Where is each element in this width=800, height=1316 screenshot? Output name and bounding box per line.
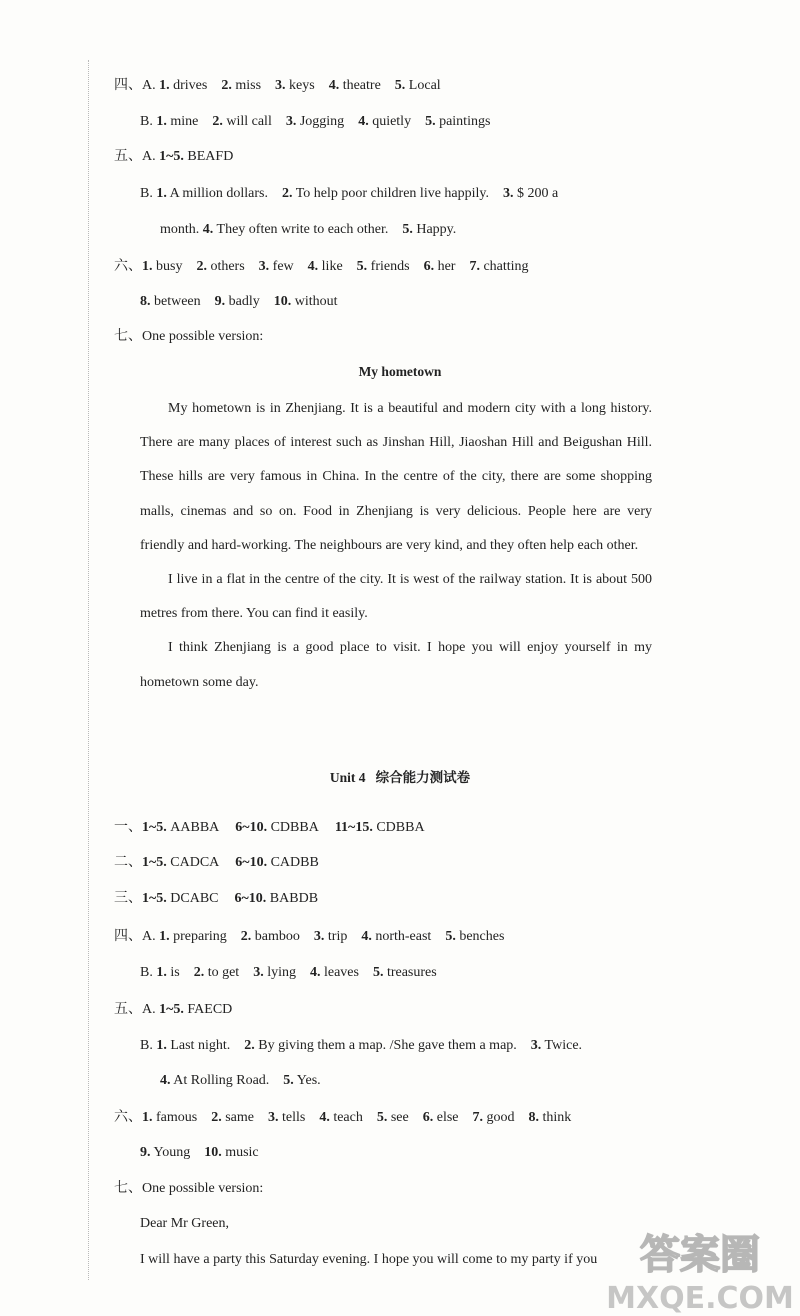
item-answer: without	[291, 294, 338, 309]
s2-q6-line-1: 六、1. famous 2. same 3. tells 4. teach 5. see 6. else 7. good 8. think	[114, 1110, 572, 1125]
item-number: 4.	[361, 929, 372, 944]
item-answer: paintings	[435, 114, 491, 129]
item-number: 6~10.	[235, 855, 268, 870]
item-answer: tells	[278, 1110, 306, 1125]
essay-paragraph: My hometown is in Zhenjiang. It is a beautiful and modern city with a long history. There are many places of interest such as Jinshan Hill, Jiaoshan Hill and Beigushan Hill. These hills are very famous in China. In the centre of the city, there are some shopping malls, cinemas and so on. Food in Zhenjiang is very delicious. People here are very friendly and hard-working. The neighbours are very kind, and they often help each other.	[140, 401, 652, 553]
item-answer: Last night.	[166, 1038, 231, 1053]
item-answer: CADBB	[267, 855, 319, 870]
item-number: 2.	[196, 259, 207, 274]
watermark-logo	[600, 1218, 800, 1316]
essay-paragraph: I live in a flat in the centre of the city. It is west of the railway station. It is about 500 metres from there. You can find it easily.	[140, 572, 652, 622]
item-answer: is	[166, 965, 180, 980]
item-number: 5.	[445, 929, 456, 944]
s2-q4-line-b: B. 1. is 2. to get 3. lying 4. leaves 5. treasures	[140, 965, 437, 980]
essay-title: My hometown	[358, 364, 442, 379]
item-answer: drives	[169, 78, 208, 93]
item-number: 1.	[159, 929, 170, 944]
item-number: 6~10.	[235, 820, 268, 835]
item-answer: will call	[222, 114, 272, 129]
item-number: 4.	[328, 78, 340, 93]
item-number: 1~5.	[142, 891, 167, 906]
item-answer: busy	[152, 259, 183, 274]
item-number: 2.	[212, 114, 223, 129]
item-answer: benches	[455, 929, 505, 944]
item-answer: Young	[150, 1145, 191, 1160]
item-number: 3.	[275, 78, 286, 93]
item-number: 2.	[193, 965, 205, 980]
item-number: 2.	[244, 1038, 255, 1053]
item-answer: think	[539, 1110, 572, 1125]
item-number: 3.	[503, 186, 514, 201]
item-number: 5.	[356, 259, 368, 274]
item-answer: Jogging	[296, 114, 345, 129]
item-answer: keys	[285, 78, 315, 93]
item-answer: famous	[152, 1110, 198, 1125]
item-number: 5.	[372, 965, 384, 980]
item-number: 4.	[358, 114, 369, 129]
item-answer: By giving them a map. /She gave them a map.	[254, 1038, 517, 1053]
item-answer: quietly	[368, 114, 412, 129]
item-number: 4.	[307, 259, 319, 274]
margin-dotted-line	[88, 60, 89, 1280]
item-answer: else	[433, 1110, 459, 1125]
item-number: 5.	[283, 1073, 294, 1088]
s1-q4-line-b: B. 1. mine 2. will call 3. Jogging 4. quietly 5. paintings	[140, 114, 491, 129]
item-answer: badly	[225, 294, 260, 309]
item-number: 1.	[156, 965, 167, 980]
item-number: 4.	[309, 965, 321, 980]
item-number: 3.	[285, 114, 297, 129]
item-answer: bamboo	[251, 929, 300, 944]
item-answer: few	[269, 259, 294, 274]
item-answer: leaves	[320, 965, 359, 980]
s2-q5-line-b1: B. 1. Last night. 2. By giving them a map. /She gave them a map. 3. Twice.	[140, 1038, 583, 1053]
item-answer: same	[221, 1110, 254, 1125]
s1-q4-line-a: 四、A. 1. drives 2. miss 3. keys 4. theatre 5. Local	[114, 78, 441, 93]
item-answer: DCABC	[166, 891, 219, 906]
item-answer: BABDB	[266, 891, 319, 906]
s2-q4-line-a: 四、A. 1. preparing 2. bamboo 3. trip 4. north-east 5. benches	[114, 929, 505, 944]
item-answer: Yes.	[293, 1073, 321, 1088]
s2-q1-line: 一、1~5. AABBA 6~10. CDBBA 11~15. CDBBA	[114, 820, 425, 835]
item-number: 5.	[425, 114, 436, 129]
item-answer: lying	[263, 965, 296, 980]
item-number: 9.	[140, 1145, 151, 1160]
item-answer: They often write to each other.	[213, 222, 389, 237]
item-number: 4.	[160, 1073, 171, 1088]
item-answer: Twice.	[541, 1038, 583, 1053]
item-answer: good	[483, 1110, 515, 1125]
item-answer: Local	[405, 78, 441, 93]
item-number: 6.	[423, 259, 435, 274]
item-number: 1~5.	[142, 820, 167, 835]
item-number: 8.	[140, 294, 151, 309]
item-answer: between	[150, 294, 201, 309]
item-answer: Happy.	[412, 222, 457, 237]
item-number: 3.	[253, 965, 264, 980]
item-number: 7.	[469, 259, 480, 274]
s1-q7-label: 七、One possible version:	[114, 329, 264, 344]
item-number: 2.	[211, 1110, 222, 1125]
item-answer: $ 200 a	[513, 186, 559, 201]
item-answer: teach	[329, 1110, 363, 1125]
item-answer: see	[387, 1110, 409, 1125]
item-number: 1.	[142, 259, 153, 274]
item-number: 3.	[313, 929, 325, 944]
s1-q6-line-1: 六、1. busy 2. others 3. few 4. like 5. friends 6. her 7. chatting	[114, 259, 529, 274]
s2-q3-line: 三、1~5. DCABC 6~10. BABDB	[114, 891, 319, 906]
s1-q5-line-b2: month. 4. They often write to each other. 5. Happy.	[160, 222, 457, 237]
item-answer: her	[434, 259, 456, 274]
item-number: 2.	[240, 929, 252, 944]
item-number: 1.	[142, 1110, 153, 1125]
letter-greeting: Dear Mr Green,	[140, 1216, 230, 1231]
item-number: 10.	[204, 1145, 222, 1160]
item-number: 2.	[221, 78, 232, 93]
item-answer: friends	[367, 259, 410, 274]
item-answer: preparing	[169, 929, 227, 944]
item-number: 5.	[376, 1110, 388, 1125]
item-answer: CDBBA	[267, 820, 319, 835]
s2-q2-line: 二、1~5. CADCA 6~10. CADBB	[114, 855, 319, 870]
s2-q6-line-2	[140, 1143, 259, 1163]
item-number: 8.	[528, 1110, 540, 1125]
s2-q5-line-a: 五、A. 1~5. FAECD	[114, 1002, 233, 1017]
item-number: 4.	[319, 1110, 330, 1125]
item-answer: to get	[204, 965, 240, 980]
item-answer: At Rolling Road.	[170, 1073, 270, 1088]
watermark-top-text: 答案圈	[640, 1232, 760, 1278]
item-number: 9.	[214, 294, 226, 309]
s1-q5-line-b1: B. 1. A million dollars. 2. To help poor children live happily. 3. $ 200 a	[140, 186, 559, 201]
item-answer: like	[318, 259, 343, 274]
item-number: 2.	[281, 186, 293, 201]
item-number: 1.	[156, 186, 167, 201]
item-answer: A million dollars.	[166, 186, 268, 201]
item-answer: miss	[231, 78, 262, 93]
item-answer: theatre	[339, 78, 381, 93]
item-answer: CADCA	[166, 855, 220, 870]
s1-q5-line-a: 五、A. 1~5. BEAFD	[114, 149, 234, 164]
item-answer: To help poor children live happily.	[292, 186, 490, 201]
item-number: 10.	[273, 294, 292, 309]
item-answer: treasures	[383, 965, 437, 980]
item-answer: CDBBA	[372, 820, 425, 835]
item-number: 6~10.	[234, 891, 267, 906]
item-answer: AABBA	[166, 820, 220, 835]
item-number: 6.	[422, 1110, 434, 1125]
item-number: 1.	[156, 114, 167, 129]
s2-q7-label: 七、One possible version:	[114, 1181, 264, 1196]
item-answer: north-east	[371, 929, 432, 944]
item-number: 1.	[156, 1038, 167, 1053]
essay-paragraph: I think Zhenjiang is a good place to visit. I hope you will enjoy yourself in my hometown some day.	[140, 640, 652, 690]
item-answer: trip	[324, 929, 348, 944]
item-number: 1.	[159, 78, 170, 93]
letter-line: I will have a party this Saturday evening. I hope you will come to my party if you	[140, 1252, 598, 1267]
item-answer: mine	[166, 114, 199, 129]
s2-q5-line-b2	[160, 1071, 321, 1091]
item-number: 3.	[530, 1038, 542, 1053]
item-number: 7.	[472, 1110, 484, 1125]
item-number: 5.	[402, 222, 413, 237]
unit-title: Unit 4 综合能力测试卷	[329, 770, 471, 785]
item-answer: chatting	[479, 259, 529, 274]
item-number: 4.	[202, 222, 214, 237]
item-answer: music	[221, 1145, 259, 1160]
s1-q6-line-2	[140, 292, 338, 312]
item-number: 5.	[394, 78, 406, 93]
item-number: 3.	[258, 259, 270, 274]
essay-body	[140, 392, 652, 700]
item-number: 11~15.	[334, 820, 373, 835]
watermark-bottom-text: MXQE.COM	[606, 1281, 794, 1316]
item-number: 3.	[267, 1110, 279, 1125]
item-answer: others	[206, 259, 245, 274]
item-number: 1~5.	[142, 855, 167, 870]
